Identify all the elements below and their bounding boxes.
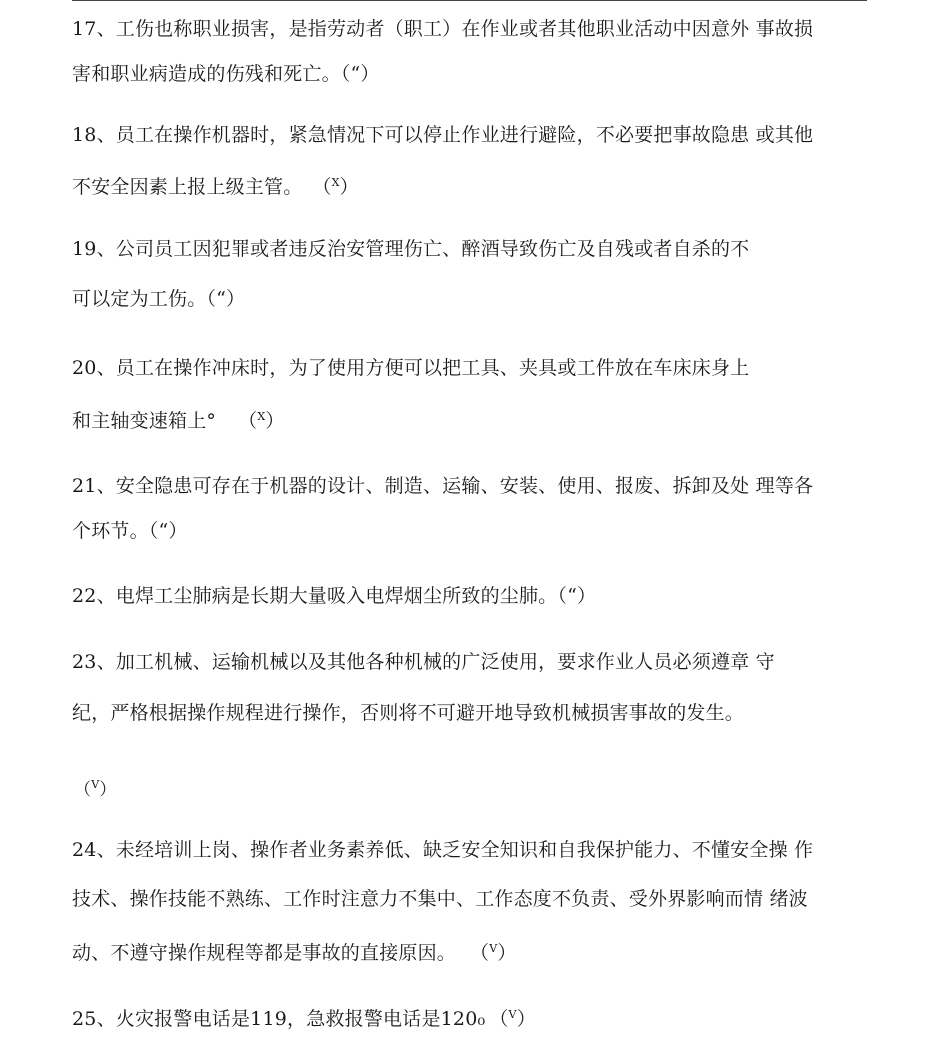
answer-mark: （$^V$） xyxy=(470,942,517,964)
question-line: 19、公司员工因犯罪或者违反治安管理伤亡、醉酒导致伤亡及自残或者自杀的不 xyxy=(72,238,750,260)
answer-mark-value: X xyxy=(331,176,340,189)
question-line xyxy=(72,937,517,965)
answer-mark-value: X xyxy=(257,410,266,423)
question-text: 和主轴变速箱上° xyxy=(72,410,217,432)
question-line: 纪，严格根据操作规程进行操作，否则将不可避开地导致机械损害事故的发生。 xyxy=(72,702,745,724)
answer-mark: （$^X$） xyxy=(238,410,285,432)
question-line: 18、员工在操作机器时，紧急情况下可以停止作业进行避险，不必要把事故隐患 或其他 xyxy=(72,124,814,146)
question-line: 24、未经培训上岗、操作者业务素养低、缺乏安全知识和自我保护能力、不懂安全操 作 xyxy=(72,839,814,861)
question-line: 20、员工在操作冲床时，为了使用方便可以把工具、夹具或工件放在车床床身上 xyxy=(72,357,750,379)
question-line xyxy=(72,405,285,433)
question-line: 可以定为工伤。（“） xyxy=(72,288,246,310)
question-line: 21、安全隐患可存在于机器的设计、制造、运输、安装、使用、报废、拆卸及处 理等各 xyxy=(72,475,814,497)
question-line: 技术、操作技能不熟练、工作时注意力不集中、工作态度不负责、受外界影响而情 绪波 xyxy=(72,888,808,910)
answer-mark-value: V xyxy=(91,778,100,791)
top-rule xyxy=(72,0,867,1)
question-line: 22、电焊工尘肺病是长期大量吸入电焊烟尘所致的尘肺。（“） xyxy=(72,585,597,607)
question-line: 23、加工机械、运输机械以及其他各种机械的广泛使用，要求作业人员必须遵章 守 xyxy=(72,651,775,673)
question-line xyxy=(72,171,359,199)
question-line xyxy=(74,773,117,802)
answer-mark: （$^X$） xyxy=(312,176,359,198)
question-line xyxy=(72,1003,536,1031)
question-line: 害和职业病造成的伤残和死亡。（“） xyxy=(72,63,380,85)
question-line: 17、工伤也称职业损害，是指劳动者（职工）在作业或者其他职业活动中因意外 事故损 xyxy=(72,18,814,40)
answer-mark: （$^V$） xyxy=(74,778,117,800)
question-text: 25、火灾报警电话是119，急救报警电话是120₀ xyxy=(72,1008,486,1030)
question-text: 动、不遵守操作规程等都是事故的直接原因。 xyxy=(72,942,457,964)
question-text: 不安全因素上报上级主管。 xyxy=(72,176,303,198)
question-line: 个环节。（“） xyxy=(72,520,188,542)
answer-mark-value: V xyxy=(489,942,498,955)
answer-mark-value: V xyxy=(508,1008,517,1021)
answer-mark: （$^V$） xyxy=(489,1008,536,1030)
